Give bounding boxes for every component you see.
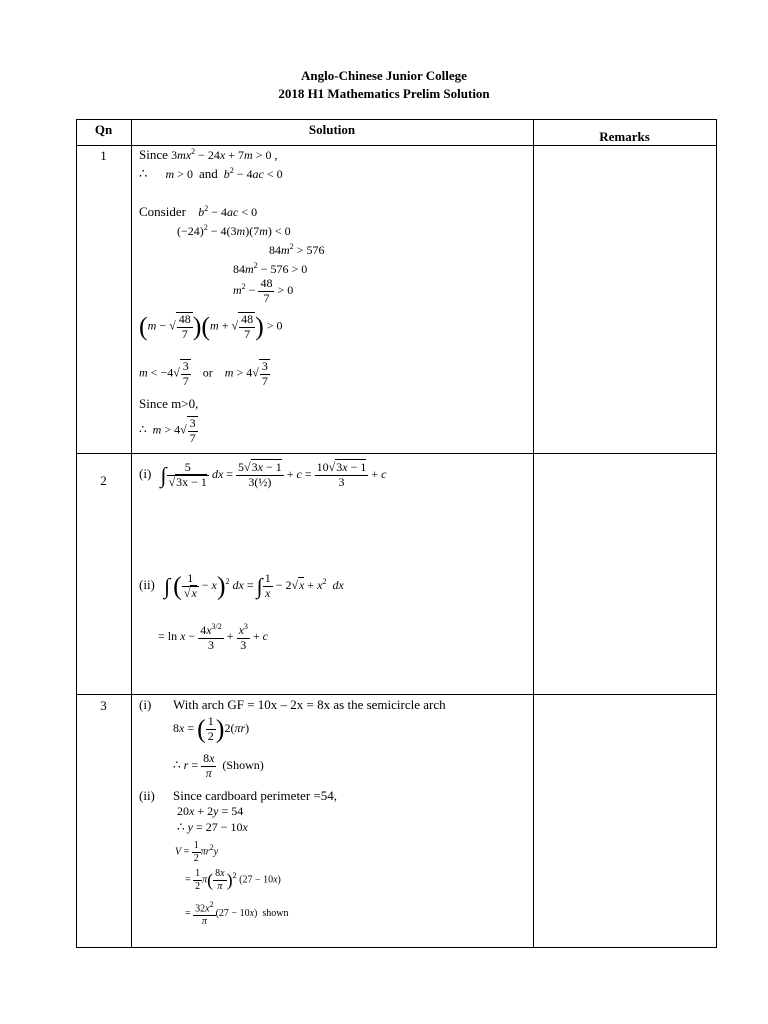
q3-arch-statement: With arch GF = 10x – 2x = 8x as the semicircle arch xyxy=(173,697,446,712)
table-border-right xyxy=(716,119,717,948)
q3-shown-label: (Shown) xyxy=(222,758,264,773)
document-subtitle: 2018 H1 Mathematics Prelim Solution xyxy=(278,86,490,101)
q1-step-roots: m < −4√ $\frac{3}{7}$ or m > 4√ $\frac{3}{7}$ xyxy=(139,359,268,388)
q2-part-i: (i) ∫ $\frac{5}{√3x - 1}$ dx = $\frac{5√3x - 1}{\text{3(½)}}$ + c = $\frac{10√3x - 1}{3}$ + c xyxy=(139,460,387,489)
table-header-divider xyxy=(76,145,716,146)
q2-part-i-label: (i) xyxy=(139,466,152,482)
q1-final-answer: ∴ m > 4√ $\frac{3}{7}$ xyxy=(139,416,196,445)
table-border-top xyxy=(76,119,716,120)
q1-line-since: Since $3mx^2 - 24x + 7m > 0$ , xyxy=(139,147,278,162)
q3-volume-1: V = $\frac{1}{2}$ $\pi r^2y$ xyxy=(175,840,219,864)
header-qn: Qn xyxy=(94,122,113,137)
header-solution: Solution xyxy=(308,122,356,137)
q2-part-ii-label: (ii) xyxy=(139,577,155,593)
q1-since-label: Since xyxy=(139,147,168,162)
table-border-left xyxy=(76,119,77,948)
row-divider-2 xyxy=(76,694,716,695)
q3-volume-2: = $\frac{1}{2}$ π( $\frac{8x}{\pi}$ )$^2$ (27 − 10x) xyxy=(185,868,281,892)
question-number-1: 1 xyxy=(100,148,107,163)
q3-perimeter-statement: Since cardboard perimeter =54, xyxy=(173,788,337,803)
q2-part-ii-result: = ln x − $\frac{4x^{3/2}}{3}$ + $\frac{x^3}{3}$ + c xyxy=(158,622,268,652)
q3-part-i-label: (i) xyxy=(139,697,152,712)
q1-line-consider: Consider $b^2 - 4ac < 0$ xyxy=(139,204,258,219)
column-divider-remarks xyxy=(533,119,534,948)
q1-or-label: or xyxy=(202,365,213,380)
q3-volume-3: = $\frac{32x^2}{\pi}$ (27 − 10x) shown xyxy=(185,900,289,927)
q2-part-ii: (ii) ∫ ( $\frac{1}{√x}$ − x)$^2$ dx = ∫ $\frac{1}{x}$ − $2√x + x^2$ dx xyxy=(139,571,344,601)
q3-shown2-label: shown xyxy=(262,907,289,919)
document-title: Anglo-Chinese Junior College xyxy=(301,68,467,83)
q1-step-factor: (m − √ $\frac{48}{7}$ )(m + √ $\frac{48}{7}$ ) > 0 xyxy=(139,311,283,341)
question-number-2: 2 xyxy=(100,473,107,488)
column-divider-qn xyxy=(131,119,132,948)
q3-y-expression: ∴ y = 27 − 10x xyxy=(177,820,248,834)
question-number-3: 3 xyxy=(100,698,107,713)
row-divider-1 xyxy=(76,453,716,454)
therefore-symbol: ∴ xyxy=(139,166,148,181)
q3-part-ii-label: (ii) xyxy=(139,788,155,803)
q3-arch-equation: 8x = ( $\frac{1}{2}$ )2(πr) xyxy=(173,714,250,744)
q1-since-m-positive: Since m>0, xyxy=(139,396,199,411)
q1-step-4: $m^2$ − $\frac{48}{7}$ > 0 xyxy=(233,276,294,305)
q1-line-conditions: ∴ m > 0 and $b^2 - 4ac < 0$ xyxy=(139,166,283,181)
q1-step-2: $84m^2 > 576$ xyxy=(269,242,325,257)
q3-perimeter-equation: 20x + 2y = 54 xyxy=(177,804,244,818)
q3-radius: ∴ r = $\frac{8x}{\pi}$ (Shown) xyxy=(173,751,264,780)
header-remarks: Remarks xyxy=(599,129,650,144)
q1-and-label: and xyxy=(198,166,218,181)
q1-step-1: $(-24)^2 - 4(3m)(7m) < 0$ xyxy=(177,223,291,238)
q1-step-3: $84m^2 - 576 > 0$ xyxy=(233,261,308,276)
q1-consider-label: Consider xyxy=(139,204,186,219)
table-border-bottom xyxy=(76,947,716,948)
